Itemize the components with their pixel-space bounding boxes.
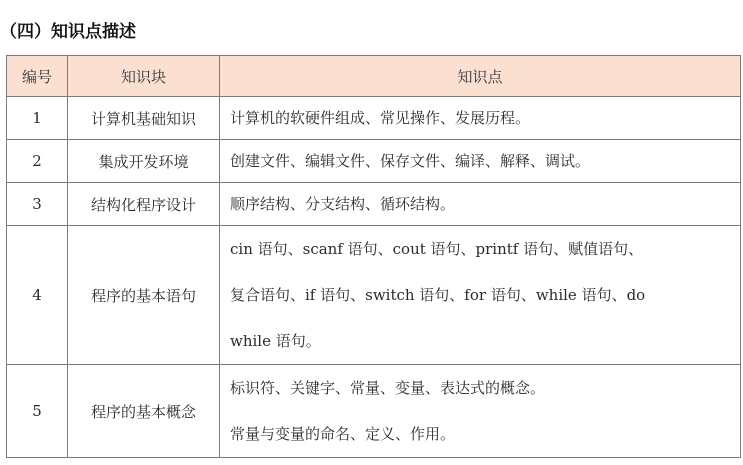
row-knowledge-block: 计算机基础知识 (68, 97, 220, 140)
knowledge-point-line: while 语句。 (230, 332, 321, 350)
table-header-row (7, 56, 741, 97)
knowledge-point-line: 计算机的软硬件组成、常见操作、发展历程。 (230, 109, 531, 127)
knowledge-point-line: 创建文件、编辑文件、保存文件、编译、解释、调试。 (230, 152, 591, 170)
header-knowledge-block: 知识块 (68, 56, 220, 97)
row-knowledge-points (220, 365, 741, 458)
table-row (7, 365, 741, 458)
knowledge-table (6, 55, 741, 458)
row-knowledge-block: 集成开发环境 (68, 140, 220, 183)
knowledge-point-line: 标识符、关键字、常量、变量、表达式的概念。 (230, 379, 546, 397)
row-number: 3 (7, 183, 68, 226)
row-number: 1 (7, 97, 68, 140)
row-number: 2 (7, 140, 68, 183)
row-knowledge-block: 程序的基本概念 (68, 365, 220, 458)
table-row (7, 183, 741, 226)
row-knowledge-points (220, 140, 741, 183)
row-knowledge-points (220, 183, 741, 226)
section-heading: （四）知识点描述 (0, 22, 136, 42)
row-number: 4 (7, 226, 68, 365)
row-knowledge-block: 程序的基本语句 (68, 226, 220, 365)
knowledge-point-line: cin 语句、scanf 语句、cout 语句、printf 语句、赋值语句、 (230, 240, 644, 258)
table-row (7, 140, 741, 183)
header-knowledge-points: 知识点 (220, 56, 741, 97)
row-knowledge-points (220, 226, 741, 365)
row-number: 5 (7, 365, 68, 458)
header-number: 编号 (7, 56, 68, 97)
row-knowledge-points (220, 97, 741, 140)
knowledge-point-line: 顺序结构、分支结构、循环结构。 (230, 195, 456, 213)
table-row (7, 226, 741, 365)
knowledge-point-line: 复合语句、if 语句、switch 语句、for 语句、while 语句、do (230, 286, 646, 304)
row-knowledge-block: 结构化程序设计 (68, 183, 220, 226)
table-row (7, 97, 741, 140)
knowledge-point-line: 常量与变量的命名、定义、作用。 (230, 425, 456, 443)
